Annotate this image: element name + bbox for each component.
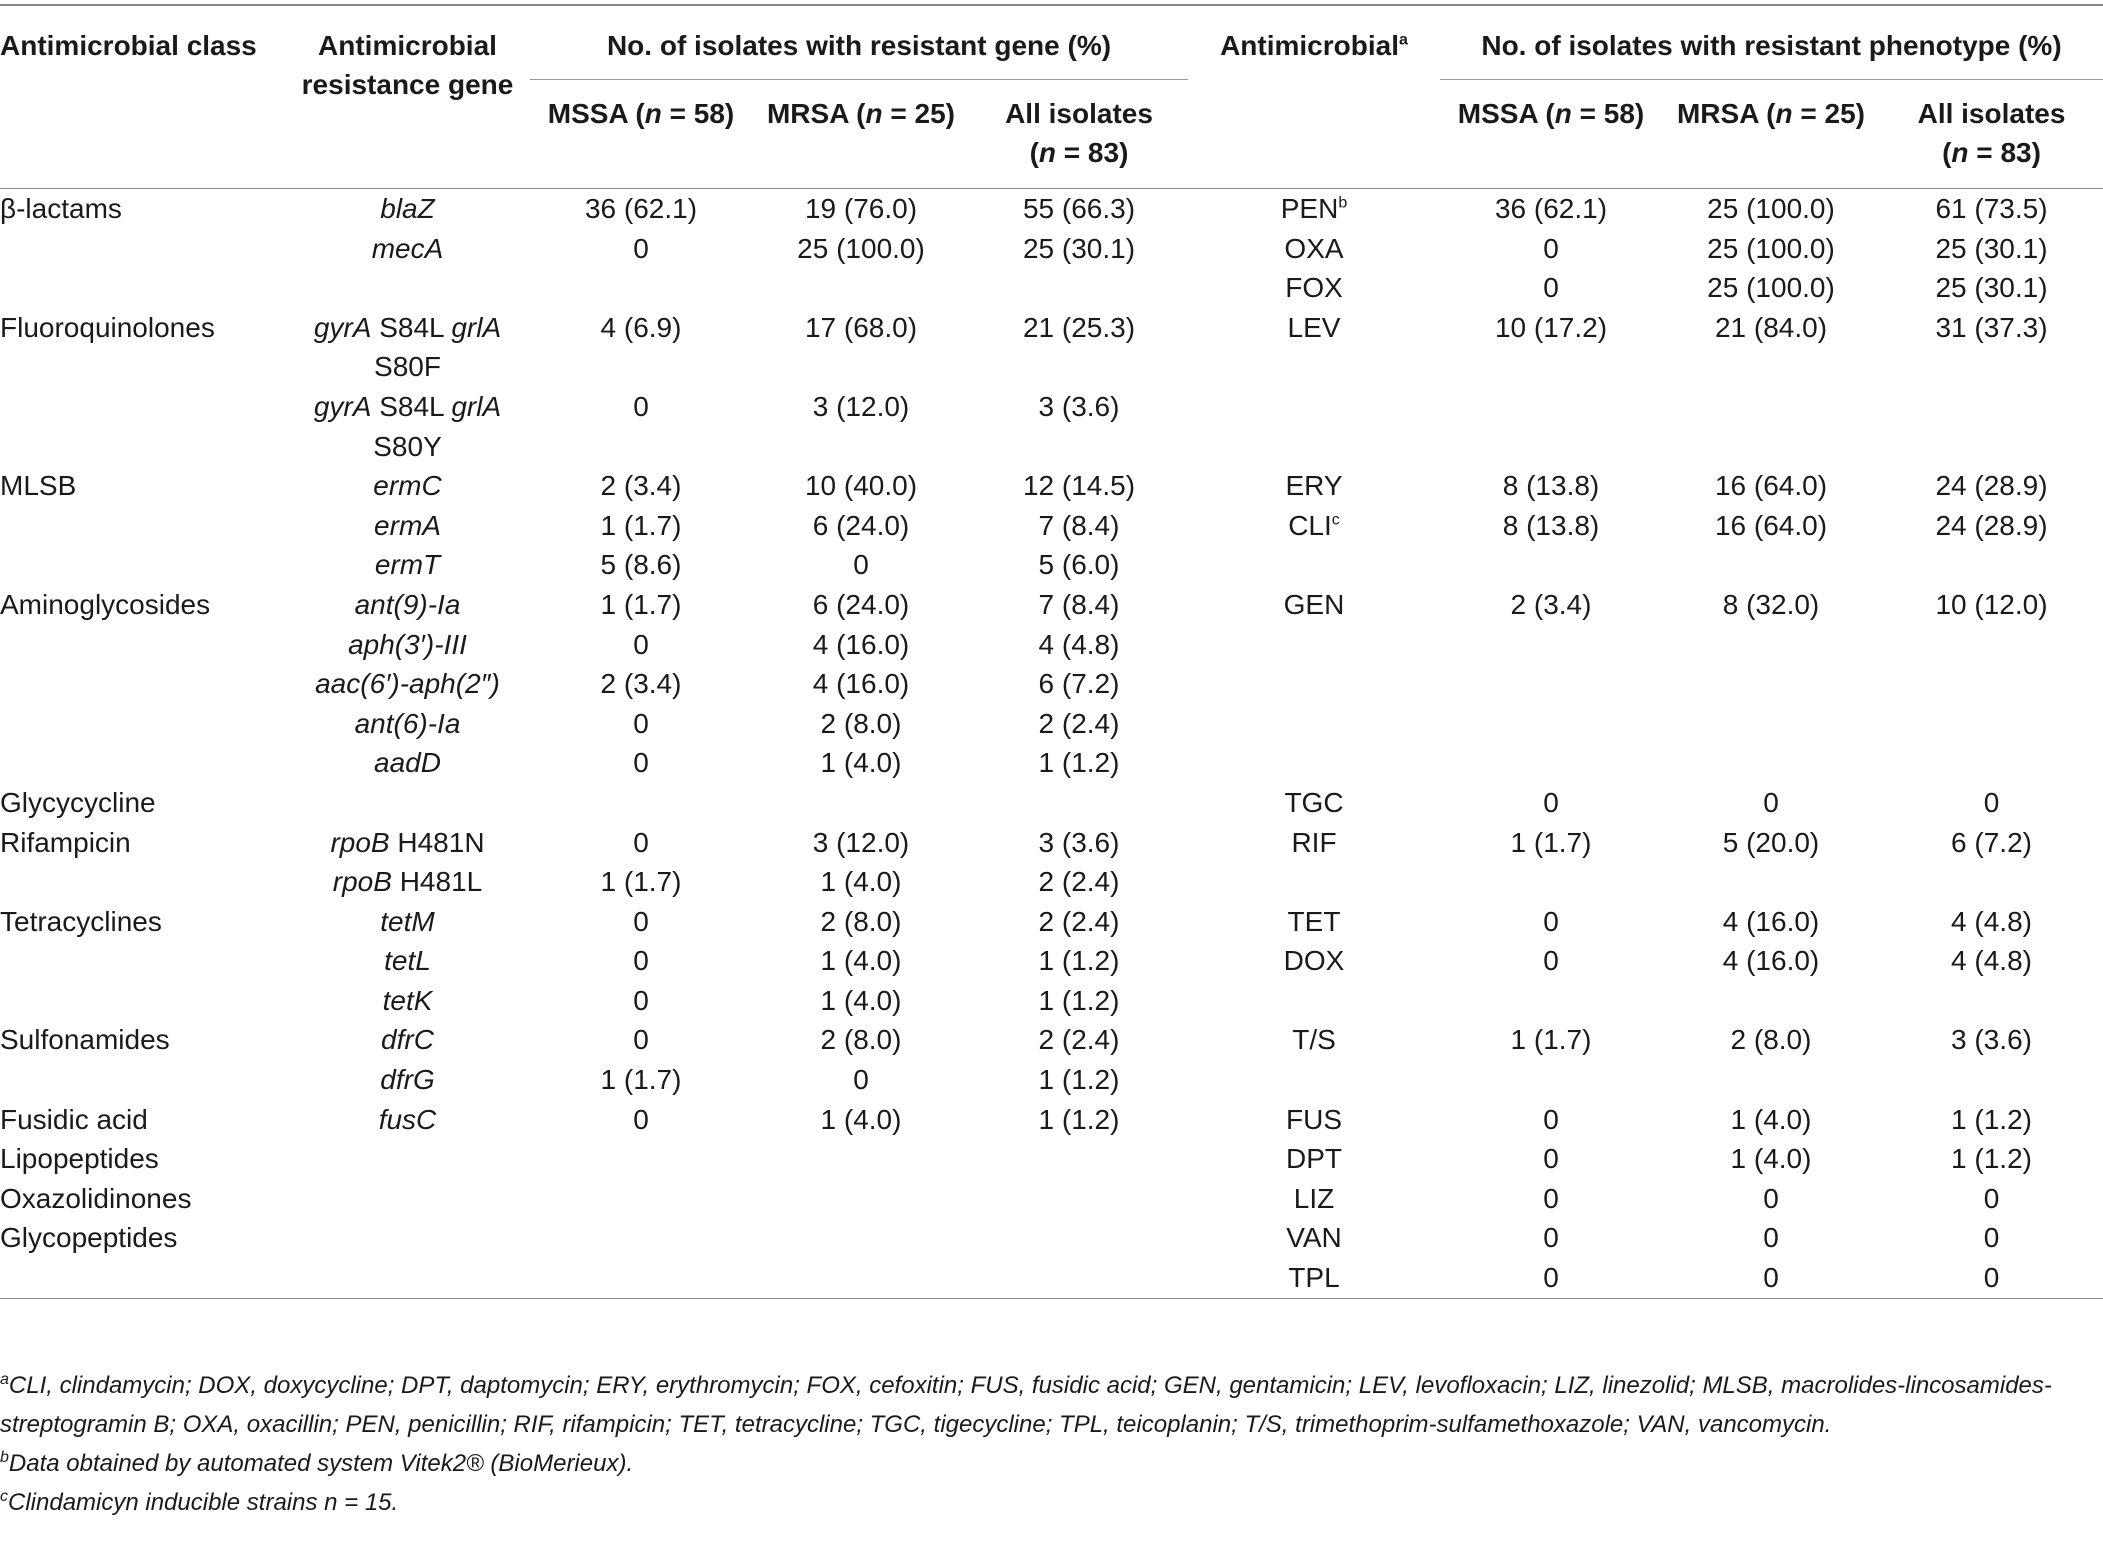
table-row bbox=[0, 1218, 2103, 1258]
table-row bbox=[0, 823, 2103, 863]
table-row bbox=[0, 189, 2103, 229]
cell-gene-mssa: 0 bbox=[633, 984, 649, 1016]
cell-pheno-mrsa bbox=[1662, 981, 1880, 1021]
cell-resistance-gene: dfrG bbox=[380, 1064, 435, 1096]
cell-pheno-mssa: 0 bbox=[1543, 1182, 1559, 1214]
cell-gene-mrsa: 6 (24.0) bbox=[812, 509, 910, 541]
cell-pheno-mssa bbox=[1440, 387, 1662, 466]
cell-pheno-mrsa bbox=[1662, 625, 1880, 665]
cell-pheno-all bbox=[1880, 625, 2103, 665]
cell-resistance-gene: fusC bbox=[378, 1103, 437, 1135]
cell-pheno-mrsa bbox=[1662, 387, 1880, 466]
cell-pheno-all bbox=[1880, 704, 2103, 744]
table-row bbox=[0, 1139, 2103, 1179]
table-row bbox=[0, 862, 2103, 902]
cell-gene-mrsa bbox=[752, 1218, 970, 1258]
table-row bbox=[0, 268, 2103, 308]
cell-gene-mssa: 0 bbox=[633, 707, 649, 739]
table-row bbox=[0, 387, 2103, 466]
table-row bbox=[0, 1258, 2103, 1298]
cell-antimicrobial-class: Lipopeptides bbox=[0, 1143, 159, 1175]
cell-resistance-gene: rpoB H481L bbox=[332, 866, 483, 898]
cell-resistance-gene: ant(9)-Ia bbox=[354, 588, 461, 620]
table-row bbox=[0, 1060, 2103, 1100]
cell-pheno-all: 1 (1.2) bbox=[1951, 1143, 2032, 1175]
cell-pheno-mrsa: 5 (20.0) bbox=[1722, 826, 1820, 858]
cell-gene-all: 7 (8.4) bbox=[1038, 588, 1120, 620]
cell-antimicrobial-class bbox=[0, 1060, 285, 1100]
cell-gene-all: 4 (4.8) bbox=[1038, 628, 1120, 660]
cell-resistance-gene: dfrC bbox=[381, 1024, 434, 1056]
cell-pheno-mssa bbox=[1440, 545, 1662, 585]
cell-pheno-mssa: 0 bbox=[1543, 905, 1559, 937]
cell-antimicrobial-class bbox=[0, 704, 285, 744]
cell-pheno-all: 61 (73.5) bbox=[1935, 193, 2048, 224]
cell-antimicrobial-class bbox=[0, 506, 285, 546]
table-row bbox=[0, 941, 2103, 981]
header-pheno-all: All isolates (n = 83) bbox=[1880, 80, 2103, 189]
cell-gene-all: 25 (30.1) bbox=[1022, 232, 1136, 264]
cell-resistance-gene bbox=[285, 1218, 530, 1258]
table-row bbox=[0, 466, 2103, 506]
table-row bbox=[0, 1020, 2103, 1060]
cell-antimicrobial-class: Sulfonamides bbox=[0, 1024, 170, 1056]
cell-gene-mssa: 0 bbox=[633, 232, 649, 264]
cell-pheno-mrsa: 4 (16.0) bbox=[1722, 945, 1820, 977]
cell-gene-mrsa: 1 (4.0) bbox=[820, 984, 902, 1016]
cell-gene-mssa: 5 (8.6) bbox=[600, 549, 682, 581]
cell-resistance-gene: ermT bbox=[374, 549, 441, 581]
cell-pheno-mrsa: 2 (8.0) bbox=[1730, 1024, 1812, 1056]
cell-pheno-all: 4 (4.8) bbox=[1951, 945, 2032, 977]
cell-pheno-mssa: 1 (1.7) bbox=[1510, 826, 1592, 858]
cell-antimicrobial: FOX bbox=[1285, 272, 1343, 304]
cell-gene-mrsa: 1 (4.0) bbox=[820, 945, 902, 977]
cell-gene-all bbox=[970, 1218, 1188, 1258]
cell-gene-all: 5 (6.0) bbox=[1038, 549, 1120, 581]
cell-pheno-mrsa: 8 (32.0) bbox=[1722, 588, 1820, 620]
cell-resistance-gene: blaZ bbox=[380, 193, 435, 224]
cell-pheno-mssa: 0 bbox=[1543, 1222, 1559, 1254]
cell-gene-mrsa: 4 (16.0) bbox=[812, 668, 910, 700]
cell-pheno-mrsa: 4 (16.0) bbox=[1722, 905, 1820, 937]
cell-antimicrobial-class: Rifampicin bbox=[0, 826, 131, 858]
header-phenotype-group: No. of isolates with resistant phenotype (%) bbox=[1440, 5, 2103, 80]
cell-pheno-mssa: 0 bbox=[1543, 1103, 1559, 1135]
cell-pheno-mrsa: 16 (64.0) bbox=[1714, 470, 1828, 502]
cell-antimicrobial-class: Tetracyclines bbox=[0, 905, 162, 937]
cell-pheno-mssa bbox=[1440, 1060, 1662, 1100]
cell-resistance-gene: tetL bbox=[384, 945, 431, 977]
cell-pheno-all: 0 bbox=[1983, 1222, 2000, 1254]
cell-pheno-mrsa bbox=[1662, 704, 1880, 744]
cell-antimicrobial-class bbox=[0, 981, 285, 1021]
cell-pheno-mssa: 0 bbox=[1440, 1258, 1662, 1298]
cell-antimicrobial: TET bbox=[1287, 905, 1341, 937]
cell-pheno-mssa: 0 bbox=[1543, 945, 1559, 977]
cell-pheno-mrsa: 0 bbox=[1662, 1258, 1880, 1298]
cell-antimicrobial-class bbox=[0, 1258, 285, 1298]
cell-resistance-gene bbox=[285, 1258, 530, 1298]
cell-antimicrobial bbox=[1188, 704, 1440, 744]
cell-gene-mrsa bbox=[752, 783, 970, 823]
cell-gene-mssa bbox=[530, 1139, 752, 1179]
cell-gene-all: 7 (8.4) bbox=[1038, 509, 1120, 541]
header-gene-mssa: MSSA (n = 58) bbox=[530, 80, 752, 189]
footnote-c: $^c$Clindamicyn inducible strains n = 15. bbox=[0, 1488, 399, 1516]
cell-gene-mssa: 0 bbox=[633, 826, 649, 858]
cell-antimicrobial: VAN bbox=[1286, 1222, 1342, 1254]
cell-gene-mrsa bbox=[752, 1139, 970, 1179]
cell-pheno-all: 0 bbox=[1983, 1182, 2000, 1214]
cell-antimicrobial-class bbox=[0, 545, 285, 585]
cell-pheno-all: 6 (7.2) bbox=[1951, 826, 2032, 858]
cell-pheno-all: 0 bbox=[1880, 1258, 2103, 1298]
cell-antimicrobial: DPT bbox=[1286, 1143, 1342, 1175]
table-row bbox=[0, 625, 2103, 665]
cell-pheno-mrsa: 0 bbox=[1763, 786, 1779, 818]
cell-pheno-all bbox=[1880, 1060, 2103, 1100]
cell-pheno-mrsa bbox=[1662, 1060, 1880, 1100]
cell-antimicrobial-class bbox=[0, 743, 285, 783]
table-row bbox=[0, 704, 2103, 744]
cell-gene-mrsa: 0 bbox=[853, 549, 869, 581]
cell-pheno-all bbox=[1880, 981, 2103, 1021]
cell-gene-mssa: 1 (1.7) bbox=[600, 866, 682, 898]
cell-antimicrobial: GEN bbox=[1283, 588, 1345, 620]
cell-antimicrobial: LEV bbox=[1287, 311, 1341, 343]
cell-gene-all: 1 (1.2) bbox=[1038, 1103, 1120, 1135]
cell-pheno-mrsa: 16 (64.0) bbox=[1714, 509, 1828, 541]
header-gene-mrsa: MRSA (n = 25) bbox=[752, 80, 970, 189]
cell-gene-mrsa: 6 (24.0) bbox=[812, 588, 910, 620]
cell-antimicrobial bbox=[1188, 625, 1440, 665]
cell-antimicrobial bbox=[1188, 664, 1440, 704]
cell-gene-mrsa: 10 (40.0) bbox=[804, 470, 918, 502]
cell-antimicrobial: TPL bbox=[1188, 1258, 1440, 1298]
cell-pheno-mssa bbox=[1440, 625, 1662, 665]
cell-antimicrobial bbox=[1188, 862, 1440, 902]
cell-gene-all: 12 (14.5) bbox=[1022, 470, 1136, 502]
header-pheno-mrsa: MRSA (n = 25) bbox=[1662, 80, 1880, 189]
cell-resistance-gene: aph(3′)-III bbox=[348, 628, 467, 660]
cell-antimicrobial: T/S bbox=[1292, 1024, 1336, 1056]
cell-pheno-mrsa: 0 bbox=[1763, 1182, 1779, 1214]
cell-pheno-all: 31 (37.3) bbox=[1935, 311, 2048, 343]
cell-antimicrobial bbox=[1188, 981, 1440, 1021]
cell-pheno-mssa: 10 (17.2) bbox=[1494, 311, 1608, 343]
cell-gene-mssa: 0 bbox=[633, 1103, 649, 1135]
cell-pheno-mrsa: 0 bbox=[1763, 1222, 1779, 1254]
cell-pheno-mrsa bbox=[1662, 743, 1880, 783]
cell-antimicrobial-class bbox=[0, 941, 285, 981]
cell-antimicrobial-class: β-lactams bbox=[0, 193, 122, 224]
table-row bbox=[0, 743, 2103, 783]
cell-pheno-all: 25 (30.1) bbox=[1935, 272, 2048, 304]
cell-pheno-all bbox=[1880, 862, 2103, 902]
cell-pheno-mssa: 0 bbox=[1543, 786, 1559, 818]
cell-pheno-mssa: 8 (13.8) bbox=[1502, 509, 1600, 541]
cell-gene-all: 1 (1.2) bbox=[1038, 1064, 1120, 1096]
cell-pheno-mssa bbox=[1440, 743, 1662, 783]
cell-antimicrobial-class bbox=[0, 387, 285, 466]
cell-resistance-gene: rpoB H481N bbox=[330, 826, 485, 858]
cell-gene-all bbox=[970, 783, 1188, 823]
cell-gene-all: 6 (7.2) bbox=[1038, 668, 1120, 700]
table-row bbox=[0, 308, 2103, 387]
cell-antimicrobial-class: Glycycycline bbox=[0, 786, 156, 818]
cell-gene-all bbox=[970, 1258, 1188, 1298]
cell-antimicrobial-class bbox=[0, 664, 285, 704]
cell-gene-all: 55 (66.3) bbox=[1022, 193, 1136, 224]
cell-pheno-all: 0 bbox=[1983, 786, 2000, 818]
cell-gene-mssa bbox=[530, 268, 752, 308]
cell-resistance-gene: ant(6)-Ia bbox=[354, 707, 461, 739]
cell-gene-mrsa: 1 (4.0) bbox=[820, 1103, 902, 1135]
cell-gene-mrsa: 19 (76.0) bbox=[804, 193, 918, 224]
cell-antimicrobial bbox=[1188, 387, 1440, 466]
cell-gene-mrsa: 3 (12.0) bbox=[812, 826, 910, 858]
cell-pheno-mrsa bbox=[1662, 862, 1880, 902]
footnote-b: $^b$Data obtained by automated system Vitek2® (BioMerieux). bbox=[0, 1449, 634, 1477]
cell-antimicrobial: PEN$^b$ bbox=[1280, 193, 1348, 224]
table-row bbox=[0, 229, 2103, 269]
cell-pheno-mrsa: 25 (100.0) bbox=[1707, 272, 1835, 304]
cell-pheno-all: 24 (28.9) bbox=[1935, 470, 2048, 502]
cell-pheno-mrsa bbox=[1662, 545, 1880, 585]
cell-gene-all: 1 (1.2) bbox=[1038, 747, 1120, 779]
cell-antimicrobial bbox=[1188, 545, 1440, 585]
cell-gene-mrsa: 3 (12.0) bbox=[812, 390, 910, 422]
cell-pheno-mrsa: 25 (100.0) bbox=[1707, 193, 1835, 224]
cell-gene-mssa: 1 (1.7) bbox=[600, 588, 682, 620]
cell-gene-mrsa: 4 (16.0) bbox=[812, 628, 910, 660]
cell-pheno-mssa: 36 (62.1) bbox=[1494, 193, 1608, 224]
cell-antimicrobial-class: Aminoglycosides bbox=[0, 588, 211, 620]
cell-antimicrobial-class: Glycopeptides bbox=[0, 1222, 178, 1254]
cell-gene-mssa: 36 (62.1) bbox=[584, 193, 698, 224]
cell-pheno-all bbox=[1880, 664, 2103, 704]
cell-gene-mssa bbox=[530, 1218, 752, 1258]
table-row bbox=[0, 1179, 2103, 1219]
cell-gene-mssa bbox=[530, 783, 752, 823]
cell-resistance-gene: ermA bbox=[374, 509, 441, 541]
cell-pheno-all: 24 (28.9) bbox=[1935, 509, 2048, 541]
cell-gene-mssa: 2 (3.4) bbox=[600, 470, 682, 502]
cell-resistance-gene bbox=[285, 1139, 530, 1179]
cell-gene-mssa: 0 bbox=[633, 747, 649, 779]
cell-pheno-all: 25 (30.1) bbox=[1935, 232, 2048, 264]
cell-antimicrobial: ERY bbox=[1285, 470, 1343, 502]
footnote-mark-a: a bbox=[1399, 31, 1408, 49]
footnotes bbox=[0, 1366, 2103, 1522]
cell-antimicrobial: LIZ bbox=[1293, 1182, 1335, 1214]
header-antimicrobial-class: Antimicrobial class bbox=[0, 5, 285, 189]
cell-gene-mrsa bbox=[752, 1258, 970, 1298]
cell-gene-all: 2 (2.4) bbox=[1038, 707, 1120, 739]
cell-pheno-mssa bbox=[1440, 981, 1662, 1021]
cell-gene-mrsa: 1 (4.0) bbox=[820, 866, 902, 898]
cell-gene-all bbox=[970, 268, 1188, 308]
cell-gene-mrsa: 25 (100.0) bbox=[797, 232, 925, 264]
cell-resistance-gene bbox=[285, 268, 530, 308]
cell-pheno-mrsa: 25 (100.0) bbox=[1707, 232, 1835, 264]
cell-gene-mssa: 0 bbox=[633, 628, 649, 660]
resistance-table bbox=[0, 4, 2103, 1299]
cell-antimicrobial: DOX bbox=[1283, 945, 1345, 977]
cell-gene-mssa: 1 (1.7) bbox=[600, 1064, 682, 1096]
cell-gene-all bbox=[970, 1179, 1188, 1219]
cell-gene-all: 1 (1.2) bbox=[1038, 945, 1120, 977]
cell-gene-mrsa: 0 bbox=[853, 1064, 869, 1096]
cell-gene-all bbox=[970, 1139, 1188, 1179]
cell-gene-mssa: 2 (3.4) bbox=[600, 668, 682, 700]
cell-pheno-mssa: 0 bbox=[1543, 272, 1559, 304]
cell-gene-mrsa: 2 (8.0) bbox=[820, 1024, 902, 1056]
cell-gene-all: 2 (2.4) bbox=[1038, 905, 1120, 937]
cell-pheno-mrsa: 1 (4.0) bbox=[1730, 1143, 1812, 1175]
cell-antimicrobial: TGC bbox=[1284, 786, 1344, 818]
cell-gene-mssa bbox=[530, 1179, 752, 1219]
cell-pheno-all bbox=[1880, 387, 2103, 466]
cell-pheno-mrsa: 21 (84.0) bbox=[1714, 311, 1828, 343]
table-row bbox=[0, 902, 2103, 942]
cell-resistance-gene: tetK bbox=[382, 984, 433, 1016]
cell-pheno-all bbox=[1880, 743, 2103, 783]
table-row bbox=[0, 545, 2103, 585]
table-body bbox=[0, 189, 2103, 1299]
header-gene-group: No. of isolates with resistant gene (%) bbox=[530, 5, 1188, 80]
cell-resistance-gene: gyrA S84L grlA S80Y bbox=[313, 390, 502, 462]
cell-antimicrobial-class bbox=[0, 862, 285, 902]
cell-pheno-all: 1 (1.2) bbox=[1951, 1103, 2032, 1135]
cell-resistance-gene: mecA bbox=[371, 232, 444, 264]
header-gene-all: All isolates (n = 83) bbox=[970, 80, 1188, 189]
footnote-a: $^a$CLI, clindamycin; DOX, doxycycline; DPT, daptomycin; ERY, erythromycin; FOX, cefoxitin; FUS, fusidic acid; GEN, gentamicin; LEV, levofloxacin; LIZ, linezolid; MLSB, macrolides-lincosamides-streptogramin B; OXA, oxacillin; PEN, penicillin; RIF, rifampicin; TET, tetracycline; TGC, tigecycline; TPL, teicoplanin; T/S, trimethoprim-sulfamethoxazole; VAN, vancomycin. bbox=[0, 1371, 2052, 1438]
cell-antimicrobial-class: Fluoroquinolones bbox=[0, 311, 215, 343]
cell-gene-mrsa: 1 (4.0) bbox=[820, 747, 902, 779]
cell-gene-all: 3 (3.6) bbox=[1038, 826, 1120, 858]
table-row bbox=[0, 783, 2103, 823]
cell-gene-all: 2 (2.4) bbox=[1038, 866, 1120, 898]
table-row bbox=[0, 664, 2103, 704]
header-pheno-mssa: MSSA (n = 58) bbox=[1440, 80, 1662, 189]
cell-gene-mrsa: 2 (8.0) bbox=[820, 707, 902, 739]
cell-gene-all: 1 (1.2) bbox=[1038, 984, 1120, 1016]
cell-resistance-gene: aadD bbox=[374, 747, 441, 779]
cell-pheno-mssa: 0 bbox=[1543, 1143, 1559, 1175]
cell-gene-all: 3 (3.6) bbox=[1038, 390, 1120, 422]
cell-pheno-mrsa: 1 (4.0) bbox=[1730, 1103, 1812, 1135]
cell-gene-mssa: 0 bbox=[633, 390, 649, 422]
cell-pheno-mssa: 2 (3.4) bbox=[1510, 588, 1592, 620]
cell-gene-mrsa: 2 (8.0) bbox=[820, 905, 902, 937]
header-antimicrobial: Antimicrobial$^a$ bbox=[1188, 5, 1440, 189]
cell-gene-mrsa bbox=[752, 268, 970, 308]
cell-antimicrobial-class: Fusidic acid bbox=[0, 1103, 148, 1135]
cell-antimicrobial: FUS bbox=[1286, 1103, 1342, 1135]
cell-pheno-mrsa bbox=[1662, 664, 1880, 704]
cell-gene-mrsa bbox=[752, 1179, 970, 1219]
cell-gene-mrsa: 17 (68.0) bbox=[804, 311, 918, 343]
cell-antimicrobial: OXA bbox=[1284, 232, 1344, 264]
cell-pheno-all: 4 (4.8) bbox=[1951, 905, 2032, 937]
cell-resistance-gene: ermC bbox=[373, 470, 442, 502]
cell-antimicrobial-class bbox=[0, 268, 285, 308]
cell-gene-mssa: 1 (1.7) bbox=[600, 509, 682, 541]
cell-pheno-mssa: 1 (1.7) bbox=[1510, 1024, 1592, 1056]
cell-gene-all: 21 (25.3) bbox=[1022, 311, 1136, 343]
cell-pheno-mssa: 0 bbox=[1543, 232, 1559, 264]
cell-resistance-gene: gyrA S84L grlA S80F bbox=[313, 311, 502, 383]
cell-antimicrobial-class: Oxazolidinones bbox=[0, 1182, 192, 1214]
cell-antimicrobial bbox=[1188, 743, 1440, 783]
cell-gene-all: 2 (2.4) bbox=[1038, 1024, 1120, 1056]
header-resistance-gene: Antimicrobial resistance gene bbox=[285, 5, 530, 189]
cell-gene-mssa: 0 bbox=[633, 905, 649, 937]
table-header bbox=[0, 5, 2103, 189]
cell-resistance-gene: tetM bbox=[380, 905, 435, 937]
table-row bbox=[0, 1100, 2103, 1140]
cell-antimicrobial: CLI$^c$ bbox=[1288, 509, 1340, 541]
cell-gene-mssa: 4 (6.9) bbox=[600, 311, 682, 343]
cell-antimicrobial-class bbox=[0, 229, 285, 269]
cell-pheno-mssa bbox=[1440, 704, 1662, 744]
cell-pheno-all: 10 (12.0) bbox=[1935, 588, 2048, 620]
cell-antimicrobial: RIF bbox=[1291, 826, 1337, 858]
table-row bbox=[0, 585, 2103, 625]
cell-antimicrobial bbox=[1188, 1060, 1440, 1100]
cell-pheno-mssa bbox=[1440, 664, 1662, 704]
cell-resistance-gene: aac(6′)-aph(2″) bbox=[315, 668, 500, 700]
cell-pheno-all bbox=[1880, 545, 2103, 585]
cell-gene-mssa: 0 bbox=[633, 1024, 649, 1056]
cell-resistance-gene bbox=[285, 1179, 530, 1219]
cell-antimicrobial-class bbox=[0, 625, 285, 665]
cell-pheno-mssa: 8 (13.8) bbox=[1502, 470, 1600, 502]
cell-pheno-mssa bbox=[1440, 862, 1662, 902]
cell-gene-mssa bbox=[530, 1258, 752, 1298]
cell-antimicrobial-class: MLSB bbox=[0, 470, 77, 502]
cell-gene-mssa: 0 bbox=[633, 945, 649, 977]
cell-pheno-all: 3 (3.6) bbox=[1951, 1024, 2032, 1056]
table-row bbox=[0, 981, 2103, 1021]
cell-resistance-gene bbox=[285, 783, 530, 823]
table-row bbox=[0, 506, 2103, 546]
